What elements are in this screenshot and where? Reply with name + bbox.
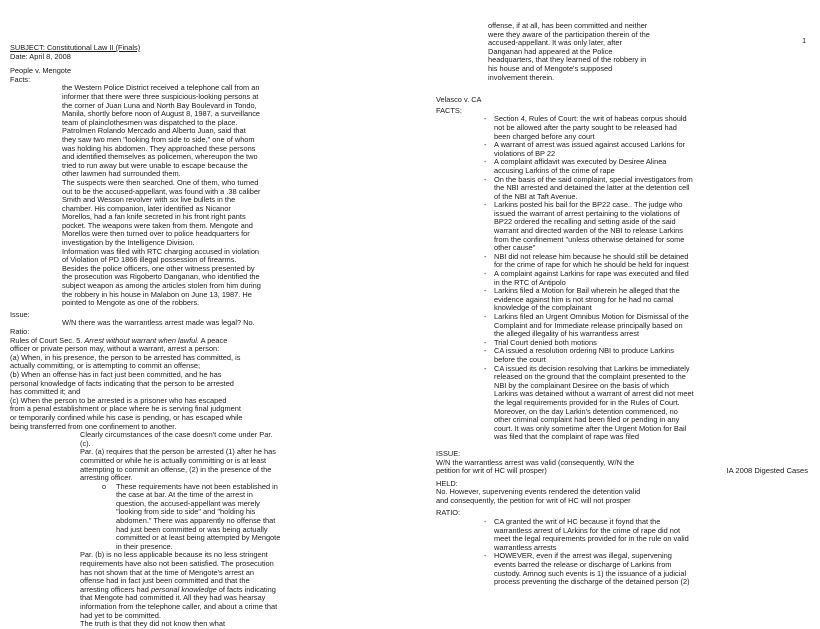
fact-line: informer that there were three suspicious-looking persons at [62,92,259,101]
fact-line: team of plainclothesmen was dispatched to the place. [62,118,238,127]
ratio-bullet-line: - Par. (a) requires that the person be arrested (1) after he has [10,448,402,457]
facts-list-right [436,115,806,442]
fact-line-right: BP22 ordered the recalling and setting aside of the said [494,218,676,227]
ratio-label: Ratio: [10,328,30,336]
continuation-line: Danganan had appeared at the Police [488,47,613,56]
par-b-line: - Par. (b) is no less applicable because its no less stringent [10,551,402,560]
ratio-intro [10,337,402,346]
fact-line-right: in the RTC of Antipolo [494,278,566,287]
ratio-bullet-line: committed or while he is actually committing or is at least [80,456,267,465]
fact-line: the robbery in his house in Malabon on June 13, 1987. He [62,290,252,299]
fact-line: tried to run away but were unable to escape because the [62,161,248,170]
par-b-line: has not shown that at the time of Mengote's arrest an [80,568,254,577]
ratio-bullets [10,431,402,483]
fact-line: was holding his abdomen. They approached these persons [62,144,256,153]
facts-label: Facts: [10,75,31,84]
fact-line-right: - NBI did not release him because he should still be detained [436,253,806,262]
fact-line: the corner of Juan Luna and North Bay Boulevard in Tondo, [62,101,257,110]
facts-label-right: FACTS: [436,106,462,115]
fact-line: pointed to Mengote as one of the robbers. [62,299,200,308]
fact-line: - Besides the police officers, one other witness presented by [10,265,402,274]
fact-line-right: the NBI arrested and detained the latter at the detention cell [494,184,690,193]
left-column [10,44,402,629]
fact-line-right: issued the warrant of arrest pertaining to the violations of [494,209,680,218]
fact-line: they saw two men "looking from side to side," one of whom [62,135,255,144]
ratio-bullet-line: attempting to commit an offense, (2) in the presence of the [80,465,272,474]
par-b-block [10,551,402,620]
ratio-label-right: RATIO: [436,509,461,518]
fact-line-right: knowledge of the complainant [494,304,592,313]
fact-line-right: for the crime of rape for which he should be held for inquest [494,261,689,270]
fact-line-right: - Larkins posted his bail for the BP22 case.. The judge who [436,201,806,210]
fact-line-right: - A complaint against Larkins for rape was executed and filed [436,270,806,279]
fact-line: Manila, shortly before noon of August 8, 1987, a surveillance [62,110,261,119]
fact-line: out to be the accused-appellant, was found with a .38 caliber [62,187,261,196]
continuation-line: offense, if at all, has been committed and neither [488,22,648,30]
ratio-line: officer or private person may, without a warrant, arrest a person: [10,345,220,354]
ratio-line-right: events barred the release or discharge of Larkins from [494,561,672,570]
fact-line-right: accusing Larkins of the crime of rape [494,166,615,175]
fact-line-right: before the court [494,355,546,364]
fact-line-right: NBI by the complainant Desiree on the basis of which [494,381,670,390]
sub-bullet-line: had just been committed or was being actually [116,525,268,534]
issue-text: - W/N there was the warrantless arrest made was legal? No. [10,319,402,328]
issue-label-right: ISSUE: [436,449,461,458]
ratio-line: being transferred from one confinement to another. [10,422,177,431]
ratio-line-right: process preventing the discharge of the detained person (2) [494,578,690,587]
fact-line-right: - Section 4, Rules of Court: the writ of habeas corpus should [436,115,806,124]
fact-line: investigation by the Intelligence Division. [62,239,195,248]
ratio-line-right: custody. Amnog such events is 1) the issuance of a judicial [494,569,687,578]
par-b-line: that Mengote had committed it. All they had was hearsay [80,594,266,603]
ratio-bullet-line: arresting officer. [80,474,133,483]
ratio-line-right: - HOWEVER, even if the arrest was illegal, supervening [436,552,806,561]
sub-bullet-marker: o [102,481,107,491]
continuation-block [436,22,806,82]
fact-line-right: - Larkins filed an Urgent Omnibus Motion for Dismissal of the [436,313,806,322]
ratio-line-right: warrantless arrest of LArkins for the crime of rape did not [494,526,681,535]
fact-line-right: Moreover, on the day Larkin's detention commenced, no [494,407,678,416]
ratio-line: from a penal establishment or place where he is serving final judgment [10,405,241,414]
fact-line-right: been charged before any court [494,132,595,141]
fact-line-right: - On the basis of the said complaint, special investigators from [436,176,806,185]
fact-line-right: warrant and directed warden of the NBI to release Larkins [494,227,683,236]
issue-line-right: petition for writ of HC will prosper) [436,467,547,476]
fact-line-right: - CA issued its decision resolving that Larkins be immediately [436,365,806,374]
fact-line-right: not be allowed after the party sought to be released had [494,123,677,132]
par-b-line: information from the telephone caller, and about a crime that [80,603,278,611]
continuation-line: involvement therein. [488,73,555,82]
fact-line-right: from the confinement "unless otherwise detained for some [494,235,685,244]
ratio-line: actually committing, or is attempting to commit an offense; [10,362,201,371]
right-column [436,22,806,587]
ratio-line-right: - CA granted the writ of HC because it foynd that the [436,518,806,527]
held-line: No. However, supervening events rendered the detention valid [436,488,641,497]
ratio-intro-rest: A peace [198,336,228,345]
continuation-line: were they aware of the participation therein of the [488,30,650,39]
fact-line-right: - Trial Court denied both motions [436,339,806,348]
fact-line: subject weapon as among the articles stolen from him during [62,282,261,291]
fact-line: of Violation of PD 1866 illegal possession of firearms. [62,256,237,265]
sub-bullet-line: in their presence. [116,542,173,551]
fact-line: Morellos were then turned over to police headquarters for [62,230,250,239]
fact-line: the prosecution was Rigoberto Danganan, who identified the [62,273,260,282]
fact-line-right: - CA issued a resolution ordering NBI to produce Larkins [436,347,806,356]
sub-bullet [10,483,402,552]
ratio-rule-text [10,345,402,431]
fact-line-right: violations of BP 22 [494,149,556,158]
ratio-intro-italic: Arrest without warrant when lawful. [84,336,199,345]
truth-line: - The truth is that they did not know then what [10,620,402,629]
fact-line: other lawmen had surrounded them. [62,170,181,179]
sub-bullet-line: These requirements have not been established in [116,482,278,491]
ratio-bullet-line: - Clearly circumstances of the case doesn't come under Par. [10,431,402,440]
subject-line: SUBJECT: Constitutional Law II (Finals) [10,44,141,52]
fact-line-right: was filed that the complaint of rape was filed [494,433,640,442]
held-text [436,488,806,505]
date-line: Date: April 8, 2008 [10,52,71,61]
ratio-line-right: warrantless arrests [494,543,557,552]
ratio-line: or temporarily confined while his case is pending, or has escaped while [10,413,243,422]
held-label: HELD: [436,479,458,488]
issue-line-right: W/N the warrantless arrest was valid (consequently, W/N the [436,458,635,467]
issue-label: Issue: [10,310,30,319]
fact-line-right: court. It was only sometime after the Urgent Motion for Bail [494,424,687,433]
par-b-span: of facts indicating [216,585,276,594]
fact-line-right: evidence against him is not strong for he had no carnal [494,295,674,304]
sub-bullet-line: question, the accused-appellant was merely [116,499,260,508]
fact-line: - the Western Police District received a telephone call from an [10,84,402,93]
par-b-italic-line [10,586,402,595]
continuation-line: headquarters, that they learned of the robbery in [488,56,647,65]
par-b-line: offense had in fact just been committed and that the [80,577,250,586]
fact-line-right: - Larkins filed a Motion for Bail wherein he alleged that the [436,287,806,296]
ratio-line: (b) When an offense has in fact just been committed, and he has [10,370,222,379]
fact-line-right: Larkins was detained without a warrant of arrest did not meet [494,390,694,399]
ratio-line-right: meet the legal requirements provided for in the rule on valid [494,535,689,544]
sub-bullet-line: abdomen." There was apparently no offense that [116,517,276,526]
case-title-mengote: People v. Mengote [10,67,72,76]
par-b-line: had yet to be committed. [80,611,161,620]
case-title-velasco: Velasco v. CA [436,96,482,105]
fact-line-right: other criminal complaint had been filed or pending in any [494,416,680,425]
ratio-line: has committed it; and [10,388,81,397]
ratio-line: personal knowledge of facts indicating that the person to be arrested [10,379,234,388]
fact-line: chamber. His companion, later identified as Nicanor [62,204,231,213]
continuation-line: accused-appellant. It was only later, after [488,39,622,48]
footer-text: IA 2008 Digested Cases [726,466,808,475]
fact-line-right: - A warrant of arrest was issued against accused Larkins for [436,141,806,150]
fact-line-right: of the NBI at Taft Avenue. [494,192,578,201]
fact-line-right: the legal requirements provided for in the Rules of Court. [494,398,680,407]
fact-line: Morellos, had a fan knife secreted in his front right pants [62,213,246,222]
fact-line-right: Complaint and for Immediate release principally based on [494,321,683,330]
sub-bullet-line: "looking from side to side" and "holding his [116,508,256,517]
fact-line: - The suspects were then searched. One of them, who turned [10,179,402,188]
fact-line: - Patrolmen Rolando Mercado and Alberto Juan, said that [10,127,402,136]
held-line: and consequently, the petition for writ of HC will not prosper [436,496,631,505]
par-b-span: arresting officers had [80,585,151,594]
fact-line-right: the alleged illegality of his warrantless arrest [494,330,640,339]
fact-line-right: - A complaint affidavit was executed by Desiree Alinea [436,158,806,167]
fact-line-right: other cause" [494,244,536,253]
fact-line: Smith and Wesson revolver with six live bullets in the [62,196,236,205]
fact-line: and identified themselves as policemen, whereupon the two [62,153,258,162]
ratio-bullet-line: (c). [80,439,91,448]
sub-bullet-line: the case at bar. At the time of the arrest in [116,491,253,500]
page-number: 1 [802,38,806,45]
par-b-line: requirements have also not been satisfied. The prosecution [80,560,274,569]
ratio-line: (a) When, in his presence, the person to be arrested has committed, is [10,353,241,362]
ratio-line: (c) When the person to be arrested is a prisoner who has escaped [10,396,227,405]
sub-bullet-line: committed or at least being attempted by Mengote [116,534,281,543]
fact-line-right: released on the ground that the complaint presented to the [494,373,686,382]
fact-line: pocket. The weapons were taken from them. Mengote and [62,221,253,230]
par-b-span: personal knowledge [150,585,217,594]
fact-line: - Information was filed with RTC charging accused in violation [10,248,402,257]
ratio-intro-lead: Rules of Court Sec. 5. [10,336,85,345]
continuation-line: his house and of Mengote's supposed [488,64,613,73]
ratio-list-right [436,518,806,587]
facts-list [10,84,402,307]
